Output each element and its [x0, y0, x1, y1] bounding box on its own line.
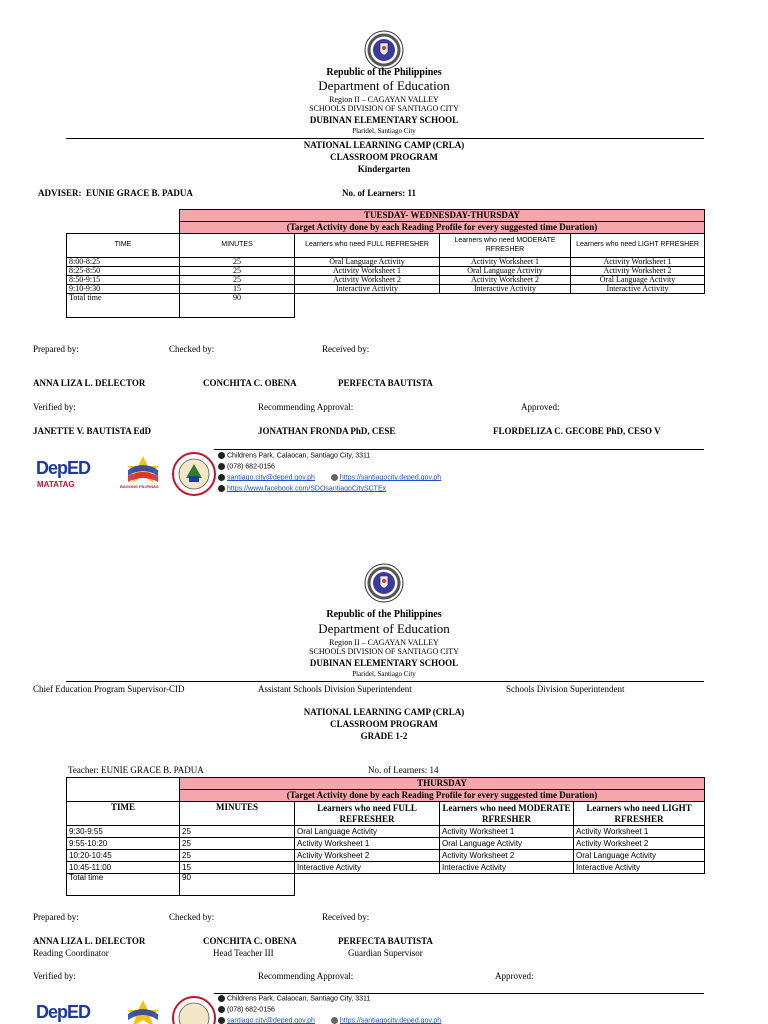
full-cell: Activity Worksheet 1	[295, 838, 440, 850]
prepared-label: Prepared by:	[33, 912, 79, 922]
column-header: MINUTES	[180, 802, 295, 826]
total-label: Total time	[67, 294, 180, 318]
matatag-logo: MATATAG	[37, 480, 75, 489]
email-link[interactable]: santiago.city@deped.gov.ph	[227, 474, 315, 482]
light-cell: Oral Language Activity	[574, 850, 705, 862]
website-link[interactable]: https://santiagocity.deped.gov.ph	[339, 1017, 442, 1024]
program-grade: Kindergarten	[357, 164, 411, 174]
column-header: MINUTES	[180, 234, 295, 258]
phone-icon	[218, 463, 225, 470]
footer-address	[218, 995, 370, 1002]
full-cell: Interactive Activity	[295, 285, 440, 294]
bagong-pilipinas-label: BAGONG PILIPINAS	[120, 484, 159, 489]
learners-count: No. of Learners: 14	[368, 765, 439, 775]
facebook-link[interactable]: https://www.facebook.com/SDOsantiagoCitySCTEx	[227, 485, 387, 493]
facebook-icon	[218, 485, 225, 492]
footer-divider	[214, 449, 704, 450]
minutes-cell: 15	[180, 285, 295, 294]
received-label: Received by:	[322, 344, 370, 354]
department-label: Department of Education	[318, 621, 450, 636]
footer-logos	[36, 452, 216, 496]
program-subtitle: CLASSROOM PROGRAM	[330, 152, 438, 162]
approved-label: Approved:	[521, 402, 560, 412]
received-name: PERFECTA BAUTISTA	[338, 936, 433, 946]
email-icon	[218, 474, 225, 481]
moderate-cell: Activity Worksheet 1	[440, 258, 571, 267]
full-cell: Interactive Activity	[295, 862, 440, 874]
footer-email-web	[218, 474, 441, 481]
program-grade: GRADE 1-2	[360, 731, 408, 741]
globe-icon	[331, 1017, 338, 1024]
region-label: Region II – CAGAYAN VALLEY	[329, 95, 439, 104]
light-cell: Activity Worksheet 2	[571, 267, 705, 276]
days-header: TUESDAY- WEDNESDAY-THURSDAY	[180, 210, 705, 222]
republic-label: Republic of the Philippines	[326, 67, 442, 78]
website-link[interactable]: https://santiagocity.deped.gov.ph	[339, 474, 442, 482]
phone-text: (078) 682-0156	[227, 463, 275, 471]
deped-seal-icon	[364, 30, 404, 70]
program-title: NATIONAL LEARNING CAMP (CRLA)	[303, 707, 465, 717]
footer-divider	[214, 993, 704, 994]
footer-facebook	[218, 485, 386, 492]
footer-logos	[36, 996, 216, 1024]
deped-logo: DepED	[36, 1002, 91, 1022]
full-cell: Oral Language Activity	[295, 258, 440, 267]
total-value: 90	[180, 874, 295, 896]
program-subtitle: CLASSROOM PROGRAM	[330, 719, 438, 729]
program-title: NATIONAL LEARNING CAMP (CRLA)	[303, 140, 465, 150]
table-row	[67, 826, 705, 838]
time-cell: 8:00-8:25	[67, 258, 180, 267]
total-value: 90	[180, 294, 295, 318]
verified-name: JANETTE V. BAUTISTA EdD	[33, 426, 152, 436]
minutes-cell: 25	[180, 850, 295, 862]
table-row	[67, 850, 705, 862]
deped-seal-icon	[364, 563, 404, 603]
deped-logo: DepED	[36, 458, 91, 478]
table-total-row	[67, 294, 705, 318]
learners-count: No. of Learners: 11	[342, 188, 416, 198]
globe-icon	[331, 474, 338, 481]
moderate-cell: Activity Worksheet 1	[440, 826, 574, 838]
school-label: DUBINAN ELEMENTARY SCHOOL	[309, 115, 459, 125]
address-text: Childrens Park, Calaocan, Santiago City, 3311	[227, 452, 371, 460]
checked-name: CONCHITA C. OBENA	[203, 378, 297, 388]
checked-name: CONCHITA C. OBENA	[203, 936, 297, 946]
approved-name: FLORDELIZA C. GECOBE PhD, CESO V	[493, 426, 661, 436]
table-row	[67, 838, 705, 850]
checked-label: Checked by:	[169, 344, 215, 354]
prepared-label: Prepared by:	[33, 344, 79, 354]
division-seal-icon	[172, 452, 216, 496]
recommending-label: Recommending Approval:	[258, 402, 354, 412]
days-header: THURSDAY	[180, 778, 705, 790]
header-divider	[66, 138, 704, 139]
full-cell: Activity Worksheet 1	[295, 267, 440, 276]
column-header: Learners who need MODERATE RFRESHER	[440, 802, 574, 826]
minutes-cell: 25	[180, 258, 295, 267]
column-header: Learners who need LIGHT RFRESHER	[571, 234, 705, 258]
prepared-name: ANNA LIZA L. DELECTOR	[33, 936, 146, 946]
received-name: PERFECTA BAUTISTA	[338, 378, 433, 388]
school-address: Plaridel, Santiago City	[352, 127, 416, 135]
recommending-name: JONATHAN FRONDA PhD, CESE	[258, 426, 396, 436]
moderate-cell: Activity Worksheet 2	[440, 276, 571, 285]
column-header: Learners who need LIGHT RFRESHER	[574, 802, 705, 826]
email-link[interactable]: santiago.city@deped.gov.ph	[227, 1017, 315, 1024]
moderate-cell: Oral Language Activity	[440, 267, 571, 276]
minutes-cell: 25	[180, 838, 295, 850]
table-row	[67, 862, 705, 874]
column-header: Learners who need FULL REFRESHER	[295, 234, 440, 258]
teacher-label: Teacher: EUNIE GRACE B. PADUA	[68, 765, 204, 775]
column-header: Learners who need MODERATE RFRESHER	[440, 234, 571, 258]
republic-label: Republic of the Philippines	[326, 609, 442, 620]
footer-phone	[218, 1006, 275, 1013]
email-icon	[218, 1017, 225, 1024]
minutes-cell: 25	[180, 276, 295, 285]
time-cell: 8:50-9:15	[67, 276, 180, 285]
address-text: Childrens Park, Calaocan, Santiago City, 3311	[227, 995, 371, 1003]
footer-phone	[218, 463, 275, 470]
column-header: TIME	[67, 802, 180, 826]
school-address: Plaridel, Santiago City	[352, 670, 416, 678]
schedule-table	[66, 777, 705, 896]
prepared-name: ANNA LIZA L. DELECTOR	[33, 378, 146, 388]
department-label: Department of Education	[318, 78, 450, 93]
division-label: SCHOOLS DIVISION OF SANTIAGO CITY	[309, 104, 459, 113]
full-cell: Activity Worksheet 2	[295, 276, 440, 285]
recommending-label: Recommending Approval:	[258, 971, 354, 981]
moderate-cell: Interactive Activity	[440, 862, 574, 874]
time-cell: 9:30-9:55	[67, 826, 180, 838]
light-cell: Oral Language Activity	[571, 276, 705, 285]
division-label: SCHOOLS DIVISION OF SANTIAGO CITY	[309, 647, 459, 656]
light-cell: Interactive Activity	[574, 862, 705, 874]
minutes-cell: 25	[180, 267, 295, 276]
full-cell: Oral Language Activity	[295, 826, 440, 838]
table-total-row	[67, 874, 705, 896]
minutes-cell: 15	[180, 862, 295, 874]
light-cell: Activity Worksheet 1	[574, 826, 705, 838]
bagong-pilipinas-icon	[124, 998, 162, 1024]
location-icon	[218, 452, 225, 459]
sds-title: Schools Division Superintendent	[506, 684, 625, 694]
prepared-role: Reading Coordinator	[33, 948, 109, 958]
school-label: DUBINAN ELEMENTARY SCHOOL	[309, 658, 459, 668]
bagong-pilipinas-icon	[124, 454, 162, 484]
light-cell: Activity Worksheet 1	[571, 258, 705, 267]
division-seal-icon	[172, 996, 216, 1024]
approved-label: Approved:	[495, 971, 534, 981]
target-header: (Target Activity done by each Reading Profile for every suggested time Duration)	[180, 222, 705, 234]
location-icon	[218, 995, 225, 1002]
time-cell: 10:20-10:45	[67, 850, 180, 862]
full-cell: Activity Worksheet 2	[295, 850, 440, 862]
received-role: Guardian Supervisor	[348, 948, 423, 958]
cid-title: Chief Education Program Supervisor-CID	[33, 684, 185, 694]
moderate-cell: Oral Language Activity	[440, 838, 574, 850]
time-cell: 8:25-8:50	[67, 267, 180, 276]
minutes-cell: 25	[180, 826, 295, 838]
adviser-label: ADVISER: EUNIE GRACE B. PADUA	[38, 188, 193, 198]
checked-role: Head Teacher III	[213, 948, 274, 958]
moderate-cell: Activity Worksheet 2	[440, 850, 574, 862]
table-row	[67, 285, 705, 294]
time-cell: 9:10-9:30	[67, 285, 180, 294]
light-cell: Activity Worksheet 2	[574, 838, 705, 850]
time-cell: 10:45-11:00	[67, 862, 180, 874]
asds-title: Assistant Schools Division Superintendent	[258, 684, 412, 694]
column-header: TIME	[67, 234, 180, 258]
checked-label: Checked by:	[169, 912, 215, 922]
target-header: (Target Activity done by each Reading Profile for every suggested time Duration)	[180, 790, 705, 802]
column-header: Learners who need FULL REFRESHER	[295, 802, 440, 826]
total-label: Total time	[67, 874, 180, 896]
verified-label: Verified by:	[33, 971, 76, 981]
time-cell: 9:55-10:20	[67, 838, 180, 850]
light-cell: Interactive Activity	[571, 285, 705, 294]
region-label: Region II – CAGAYAN VALLEY	[329, 638, 439, 647]
header-divider	[66, 681, 704, 682]
verified-label: Verified by:	[33, 402, 76, 412]
phone-text: (078) 682-0156	[227, 1006, 275, 1014]
footer-address	[218, 452, 370, 459]
received-label: Received by:	[322, 912, 370, 922]
footer-email-web	[218, 1017, 441, 1024]
schedule-table	[66, 209, 705, 318]
moderate-cell: Interactive Activity	[440, 285, 571, 294]
phone-icon	[218, 1006, 225, 1013]
